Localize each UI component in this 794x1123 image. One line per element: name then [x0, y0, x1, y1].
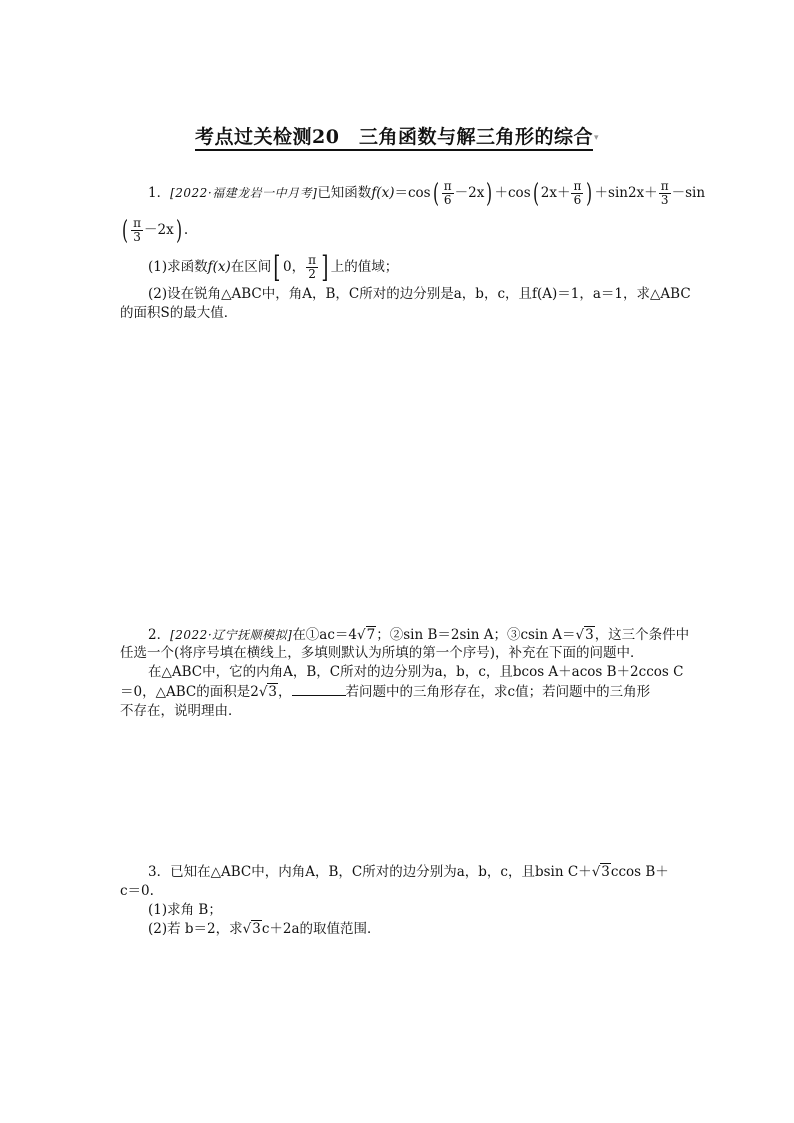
problem-1-line-1: 1．[2022·福建龙岩一中月考]已知函数f(x)＝cos( $\frac{\pi}{6}$ －2x) ＋cos( 2x＋ $\frac{\pi}{6}$ ) ＋sin2x＋ $\frac{\pi}{3}$ －sin [148, 178, 706, 209]
title-text: 考点过关检测20 三角函数与解三角形的综合 [195, 126, 593, 151]
problem-1-line-2: ( $\frac{\pi}{3}$ －2x) . [122, 215, 189, 246]
problem-2-line-5: 不存在，说明理由． [120, 703, 242, 719]
problem-3-line-1: 3．已知在△ABC中，内角A，B，C所对的边分别为a，b，c，且bsin C＋√3ccos B＋ [148, 864, 669, 880]
sqrt-3: √3 [242, 921, 261, 937]
problem-2-line-1: 2．[2022·辽宁抚顺模拟]在①ac＝4√7；②sin B＝2sin A；③csin A＝√3，这三个条件中 [148, 627, 690, 643]
problem-1-source: [2022·福建龙岩一中月考] [170, 186, 318, 200]
answer-blank[interactable] [292, 681, 346, 696]
problem-2-line-4: ＝0，△ABC的面积是2√3， 若问题中的三角形存在，求c值；若问题中的三角形 [120, 681, 676, 703]
problem-1-question-2-line-1: (2)设在锐角△ABC中，角A，B，C所对的边分别是a，b，c，且f(A)＝1，a＝1，求△ABC [148, 286, 691, 302]
fraction-pi-over-3: $\frac{\pi}{3}$ [133, 216, 142, 244]
problem-1-question-1: (1)求函数f(x)在区间[ 0， $\frac{\pi}{2}$ ] 上的值域； [148, 249, 399, 285]
sqrt-3: √3 [591, 864, 610, 880]
problem-1-question-2-line-2: 的面积S的最大值． [120, 305, 238, 321]
sqrt-3: √3 [258, 684, 278, 700]
problem-1-func: f(x) [371, 185, 395, 201]
sqrt-3: √3 [575, 627, 594, 643]
problem-1-stem-lead: 已知函数 [317, 185, 372, 201]
title-dropdown-marker-icon: ▾ [593, 133, 599, 143]
fraction-pi-over-3: $\frac{\pi}{3}$ [660, 179, 669, 207]
problem-2-line-2: 任选一个(将序号填在横线上，多填则默认为所填的第一个序号)，补充在下面的问题中． [120, 645, 644, 661]
page-title [0, 122, 794, 149]
problem-2-line-3: 在△ABC中，它的内角A，B，C所对的边分别为a，b，c，且bcos A＋acos B＋2ccos C [148, 664, 684, 680]
fraction-pi-over-6: $\frac{\pi}{6}$ [443, 179, 452, 207]
problem-2-source: [2022·辽宁抚顺模拟] [170, 628, 293, 642]
fraction-pi-over-6: $\frac{\pi}{6}$ [573, 179, 582, 207]
problem-3-line-2: c＝0. [120, 883, 154, 899]
fraction-pi-over-2: $\frac{\pi}{2}$ [308, 253, 316, 281]
problem-1-number: 1． [148, 185, 171, 201]
problem-3-question-2: (2)若 b＝2，求√3c＋2a的取值范围． [148, 921, 381, 937]
sqrt-7: √7 [357, 627, 376, 643]
problem-3-question-1: (1)求角 B； [148, 902, 222, 918]
